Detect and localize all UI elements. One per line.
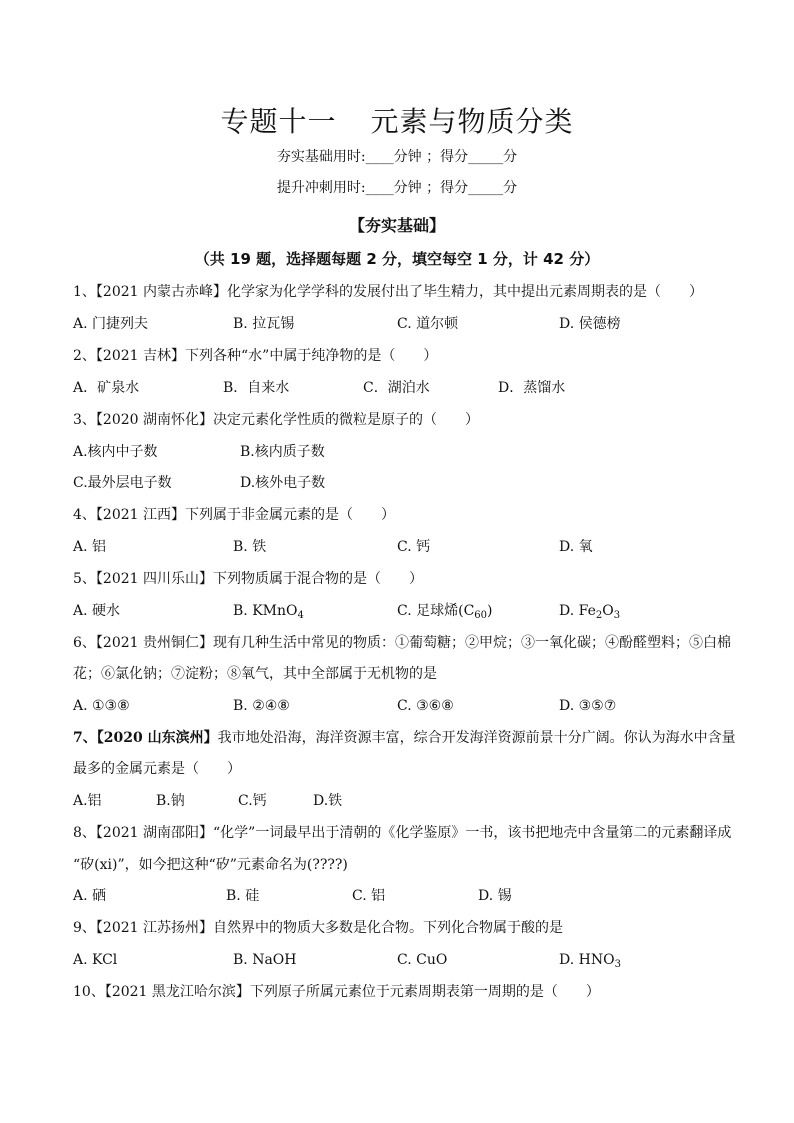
question-5: 5、【2021 四川乐山】下列物质属于混合物的是（ ） xyxy=(73,571,424,587)
question-3-options-row2 xyxy=(73,473,733,493)
question-8-continued: “矽(xi)”，如今把这种“矽”元素命名为(????) xyxy=(73,857,348,873)
question-4-options xyxy=(73,537,733,557)
option-d[interactable]: D．蒸馏水 xyxy=(498,380,566,396)
option-c[interactable]: C. 道尔顿 xyxy=(397,316,459,332)
question-4: 4、【2021 江西】下列属于非金属元素的是（ ） xyxy=(73,507,396,523)
option-a[interactable]: A. KCl xyxy=(73,952,118,968)
page-title xyxy=(0,100,794,140)
basic-time-line: 夯实基础用时:____分钟 ；得分_____分 xyxy=(276,149,518,165)
section-heading: 【夯实基础】 xyxy=(348,216,445,235)
option-b[interactable]: B. KMnO$_4$ xyxy=(233,603,304,621)
option-c[interactable]: C. ③⑥⑧ xyxy=(397,698,454,714)
option-d[interactable]: D. 氧 xyxy=(559,539,593,555)
option-d[interactable]: D. ③⑤⑦ xyxy=(559,698,617,714)
option-a[interactable]: A. ①③⑧ xyxy=(73,698,130,714)
option-a[interactable]: A. 铝 xyxy=(73,539,107,555)
question-9-options xyxy=(73,950,733,970)
question-7-options xyxy=(73,791,733,811)
option-d[interactable]: D.铁 xyxy=(313,793,343,809)
question-6-options xyxy=(73,696,733,716)
question-2-options xyxy=(73,378,733,398)
option-a[interactable]: A. 硒 xyxy=(73,888,107,904)
option-b[interactable]: B. 铁 xyxy=(233,539,267,555)
option-c[interactable]: C. 足球烯$(C_{60})$ xyxy=(397,603,493,621)
option-c[interactable]: C.钙 xyxy=(238,793,267,809)
option-d[interactable]: D.核外电子数 xyxy=(240,475,326,491)
option-c[interactable]: C. 铝 xyxy=(352,888,386,904)
option-a[interactable]: A. 门捷列夫 xyxy=(73,316,149,332)
option-d[interactable]: D. 锡 xyxy=(478,888,512,904)
option-c[interactable]: C.最外层电子数 xyxy=(73,475,172,491)
option-b[interactable]: B.核内质子数 xyxy=(240,444,325,460)
section-note: （共 19 题，选择题每题 2 分，填空每空 1 分，计 42 分） xyxy=(194,250,600,268)
option-c[interactable]: C. CuO xyxy=(397,952,448,968)
option-b[interactable]: B. 拉瓦锡 xyxy=(233,316,295,332)
option-a[interactable]: A.核内中子数 xyxy=(73,444,158,460)
title-part2: 元素与物质分类 xyxy=(370,105,574,138)
question-6-continued: 花；⑥氯化钠；⑦淀粉；⑧氧气，其中全部属于无机物的是 xyxy=(73,666,437,682)
option-b[interactable]: B.钠 xyxy=(156,793,185,809)
option-c[interactable]: C．湖泊水 xyxy=(363,380,430,396)
option-d[interactable]: D. 侯德榜 xyxy=(559,316,621,332)
option-c[interactable]: C. 钙 xyxy=(397,539,431,555)
question-3-options-row1 xyxy=(73,442,733,462)
option-b[interactable]: B. ②④⑧ xyxy=(233,698,290,714)
question-7-continued: 最多的金属元素是（ ） xyxy=(73,761,241,777)
option-a[interactable]: A.铝 xyxy=(73,793,102,809)
question-10: 10、【2021 黑龙江哈尔滨】下列原子所属元素位于元素周期表第一周期的是（ ） xyxy=(73,984,600,1000)
question-7: 7、【2020 山东滨州】我市地处沿海，海洋资源丰富，综合开发海洋资源前景十分广阔。你认为海水中含量 xyxy=(73,730,736,746)
question-3: 3、【2020 湖南怀化】决定元素化学性质的微粒是原子的（ ） xyxy=(73,412,480,428)
option-b[interactable]: B. NaOH xyxy=(233,952,297,968)
option-b[interactable]: B. 硅 xyxy=(226,888,260,904)
option-d[interactable]: D. $Fe_2O_3$ xyxy=(559,603,621,621)
option-a[interactable]: A. 硬水 xyxy=(73,603,121,619)
question-8: 8、【2021 湖南邵阳】“化学”一词最早出于清朝的《化学鉴原》一书，该书把地壳中含量第二的元素翻译成 xyxy=(73,825,732,841)
title-part1: 专题十一 xyxy=(220,105,337,138)
question-1-options xyxy=(73,314,733,334)
question-8-options xyxy=(73,886,733,906)
question-6: 6、【2021 贵州铜仁】现有几种生活中常见的物质：①葡萄糖；②甲烷；③一氧化碳；④酚醛塑料；⑤白棉 xyxy=(73,635,732,651)
option-d[interactable]: D. $HNO_3$ xyxy=(559,952,621,970)
question-9: 9、【2021 江苏扬州】自然界中的物质大多数是化合物。下列化合物属于酸的是 xyxy=(73,920,564,936)
question-5-options xyxy=(73,601,733,621)
option-b[interactable]: B．自来水 xyxy=(223,380,290,396)
option-a[interactable]: A．矿泉水 xyxy=(73,380,140,396)
question-1: 1、【2021 内蒙古赤峰】化学家为化学学科的发展付出了毕生精力，其中提出元素周期表的是（ ） xyxy=(73,284,704,300)
question-2: 2、【2021 吉林】下列各种“水”中属于纯净物的是（ ） xyxy=(73,348,438,364)
advanced-time-line: 提升冲刺用时:____分钟 ；得分_____分 xyxy=(276,180,518,196)
